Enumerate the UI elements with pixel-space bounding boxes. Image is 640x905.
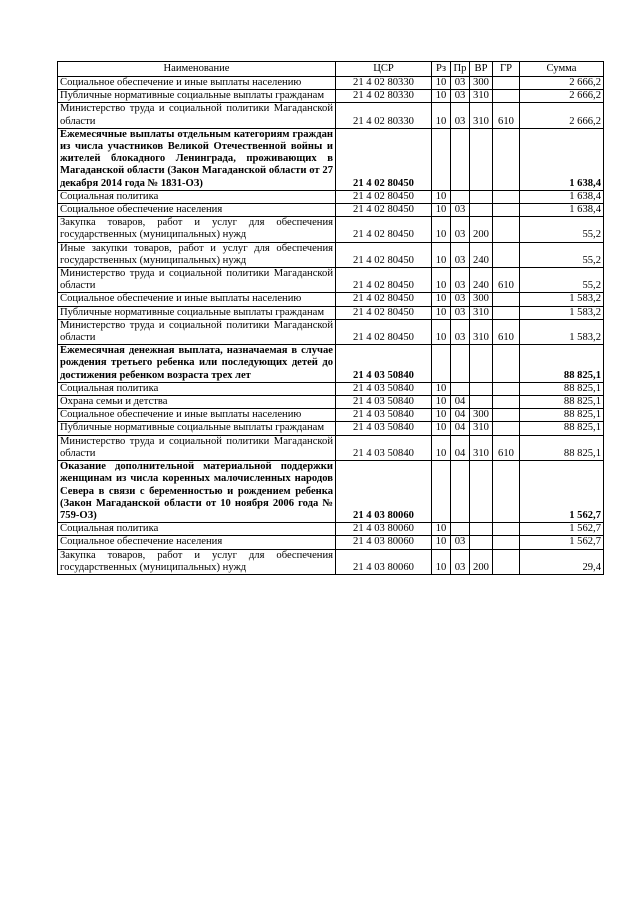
cell-sum: 88 825,1 (520, 396, 604, 409)
cell-sum: 1 562,7 (520, 523, 604, 536)
cell-pr: 03 (451, 103, 470, 128)
cell-name: Министерство труда и социальной политики Магаданской области (58, 319, 336, 344)
cell-gr (493, 90, 520, 103)
cell-rz: 10 (432, 306, 451, 319)
cell-gr (493, 293, 520, 306)
header-gr: ГР (493, 62, 520, 77)
cell-csr: 21 4 02 80450 (336, 242, 432, 267)
cell-pr: 04 (451, 396, 470, 409)
cell-sum: 1 638,4 (520, 204, 604, 217)
cell-rz: 10 (432, 523, 451, 536)
cell-sum: 88 825,1 (520, 422, 604, 435)
cell-csr: 21 4 02 80450 (336, 319, 432, 344)
cell-gr (493, 461, 520, 523)
cell-vr: 200 (470, 217, 493, 242)
cell-name: Иные закупки товаров, работ и услуг для обеспечения государственных (муниципальных) нужд (58, 242, 336, 267)
cell-csr: 21 4 03 50840 (336, 396, 432, 409)
cell-pr: 04 (451, 422, 470, 435)
cell-pr: 03 (451, 268, 470, 293)
header-rz: Рз (432, 62, 451, 77)
cell-vr: 240 (470, 268, 493, 293)
cell-vr (470, 536, 493, 549)
cell-rz: 10 (432, 242, 451, 267)
header-sum: Сумма (520, 62, 604, 77)
table-row (58, 382, 604, 395)
cell-csr: 21 4 03 80060 (336, 523, 432, 536)
cell-rz: 10 (432, 190, 451, 203)
table-row (58, 190, 604, 203)
cell-csr: 21 4 03 50840 (336, 382, 432, 395)
cell-name: Социальная политика (58, 190, 336, 203)
cell-sum: 2 666,2 (520, 90, 604, 103)
cell-csr: 21 4 02 80450 (336, 217, 432, 242)
cell-pr: 04 (451, 435, 470, 460)
cell-rz: 10 (432, 536, 451, 549)
header-vr: ВР (470, 62, 493, 77)
cell-gr (493, 204, 520, 217)
cell-name: Социальное обеспечение и иные выплаты населению (58, 293, 336, 306)
cell-sum: 2 666,2 (520, 77, 604, 90)
cell-gr (493, 128, 520, 190)
cell-pr: 03 (451, 217, 470, 242)
table-body (58, 77, 604, 575)
table-row (58, 536, 604, 549)
cell-name: Закупка товаров, работ и услуг для обеспечения государственных (муниципальных) нужд (58, 549, 336, 574)
cell-vr: 310 (470, 435, 493, 460)
cell-gr (493, 523, 520, 536)
table-row (58, 345, 604, 383)
cell-pr (451, 128, 470, 190)
cell-pr: 03 (451, 242, 470, 267)
table-row (58, 409, 604, 422)
cell-rz: 10 (432, 204, 451, 217)
cell-name: Социальное обеспечение населения (58, 204, 336, 217)
table-row (58, 523, 604, 536)
cell-vr (470, 461, 493, 523)
header-pr: Пр (451, 62, 470, 77)
table-row (58, 204, 604, 217)
cell-csr: 21 4 02 80450 (336, 293, 432, 306)
cell-name: Оказание дополнительной материальной поддержки женщинам из числа коренных малочисленных народов Севера в связи с беременностью и рождением ребенка (Закон Магаданской области от 10 ноября 2006 года № 759-ОЗ) (58, 461, 336, 523)
cell-sum: 88 825,1 (520, 435, 604, 460)
cell-csr: 21 4 03 50840 (336, 435, 432, 460)
cell-gr (493, 382, 520, 395)
cell-csr: 21 4 02 80330 (336, 90, 432, 103)
cell-pr: 03 (451, 319, 470, 344)
cell-rz: 10 (432, 435, 451, 460)
cell-pr (451, 190, 470, 203)
cell-csr: 21 4 03 50840 (336, 409, 432, 422)
cell-name: Ежемесячные выплаты отдельным категориям граждан из числа участников Великой Отечественной войны и жителей блокадного Ленинграда, проживающих в Магаданской области (Закон Магаданской области от 27 декабря 2014 года № 1831-ОЗ) (58, 128, 336, 190)
cell-rz: 10 (432, 90, 451, 103)
table-row (58, 306, 604, 319)
cell-name: Социальное обеспечение и иные выплаты населению (58, 77, 336, 90)
cell-pr (451, 345, 470, 383)
cell-sum: 88 825,1 (520, 409, 604, 422)
cell-rz: 10 (432, 103, 451, 128)
cell-gr: 610 (493, 268, 520, 293)
cell-gr (493, 536, 520, 549)
cell-csr: 21 4 02 80450 (336, 204, 432, 217)
cell-vr (470, 345, 493, 383)
cell-name: Министерство труда и социальной политики Магаданской области (58, 435, 336, 460)
cell-name: Министерство труда и социальной политики Магаданской области (58, 268, 336, 293)
cell-rz: 10 (432, 217, 451, 242)
cell-gr (493, 345, 520, 383)
cell-pr (451, 523, 470, 536)
cell-sum: 55,2 (520, 217, 604, 242)
cell-vr: 310 (470, 422, 493, 435)
cell-name: Публичные нормативные социальные выплаты гражданам (58, 90, 336, 103)
cell-csr: 21 4 03 50840 (336, 422, 432, 435)
table-row (58, 242, 604, 267)
cell-gr: 610 (493, 435, 520, 460)
cell-sum: 1 562,7 (520, 536, 604, 549)
cell-sum: 1 583,2 (520, 319, 604, 344)
table-row (58, 461, 604, 523)
cell-name: Социальное обеспечение и иные выплаты населению (58, 409, 336, 422)
cell-csr: 21 4 02 80450 (336, 268, 432, 293)
cell-name: Социальное обеспечение населения (58, 536, 336, 549)
header-csr: ЦСР (336, 62, 432, 77)
cell-pr: 04 (451, 409, 470, 422)
cell-csr: 21 4 02 80330 (336, 77, 432, 90)
cell-sum: 29,4 (520, 549, 604, 574)
table-row (58, 293, 604, 306)
cell-rz: 10 (432, 382, 451, 395)
cell-pr: 03 (451, 293, 470, 306)
cell-name: Публичные нормативные социальные выплаты гражданам (58, 422, 336, 435)
cell-rz: 10 (432, 396, 451, 409)
cell-sum: 1 583,2 (520, 293, 604, 306)
cell-vr: 200 (470, 549, 493, 574)
cell-name: Закупка товаров, работ и услуг для обеспечения государственных (муниципальных) нужд (58, 217, 336, 242)
cell-pr (451, 382, 470, 395)
budget-table-page (57, 61, 604, 575)
cell-rz: 10 (432, 77, 451, 90)
cell-sum: 1 638,4 (520, 128, 604, 190)
cell-rz: 10 (432, 319, 451, 344)
cell-gr (493, 549, 520, 574)
table-row (58, 217, 604, 242)
cell-pr (451, 461, 470, 523)
cell-gr: 610 (493, 103, 520, 128)
cell-pr: 03 (451, 306, 470, 319)
cell-rz: 10 (432, 422, 451, 435)
cell-rz: 10 (432, 293, 451, 306)
cell-gr (493, 409, 520, 422)
table-row (58, 90, 604, 103)
cell-csr: 21 4 02 80450 (336, 306, 432, 319)
cell-csr: 21 4 03 80060 (336, 536, 432, 549)
cell-pr: 03 (451, 77, 470, 90)
budget-table (57, 61, 604, 575)
cell-vr: 240 (470, 242, 493, 267)
cell-csr: 21 4 03 80060 (336, 549, 432, 574)
cell-vr (470, 396, 493, 409)
cell-gr: 610 (493, 319, 520, 344)
table-row (58, 77, 604, 90)
table-row (58, 319, 604, 344)
cell-pr: 03 (451, 536, 470, 549)
cell-gr (493, 306, 520, 319)
cell-pr: 03 (451, 204, 470, 217)
header-name: Наименование (58, 62, 336, 77)
cell-rz: 10 (432, 549, 451, 574)
table-row (58, 435, 604, 460)
cell-vr (470, 190, 493, 203)
cell-vr (470, 128, 493, 190)
cell-csr: 21 4 02 80330 (336, 103, 432, 128)
cell-vr (470, 523, 493, 536)
table-row (58, 268, 604, 293)
cell-csr: 21 4 02 80450 (336, 190, 432, 203)
cell-rz (432, 345, 451, 383)
cell-name: Публичные нормативные социальные выплаты гражданам (58, 306, 336, 319)
cell-pr: 03 (451, 549, 470, 574)
cell-vr: 310 (470, 90, 493, 103)
cell-gr (493, 422, 520, 435)
table-row (58, 396, 604, 409)
cell-vr (470, 204, 493, 217)
cell-vr: 300 (470, 293, 493, 306)
cell-sum: 88 825,1 (520, 382, 604, 395)
cell-sum: 1 562,7 (520, 461, 604, 523)
cell-vr: 310 (470, 306, 493, 319)
cell-sum: 55,2 (520, 268, 604, 293)
cell-gr (493, 242, 520, 267)
cell-csr: 21 4 02 80450 (336, 128, 432, 190)
cell-gr (493, 217, 520, 242)
cell-name: Охрана семьи и детства (58, 396, 336, 409)
cell-rz: 10 (432, 409, 451, 422)
cell-csr: 21 4 03 80060 (336, 461, 432, 523)
cell-sum: 2 666,2 (520, 103, 604, 128)
table-row (58, 103, 604, 128)
cell-name: Социальная политика (58, 523, 336, 536)
cell-sum: 1 583,2 (520, 306, 604, 319)
cell-rz (432, 461, 451, 523)
table-row (58, 549, 604, 574)
cell-name: Социальная политика (58, 382, 336, 395)
cell-csr: 21 4 03 50840 (336, 345, 432, 383)
cell-sum: 88 825,1 (520, 345, 604, 383)
cell-vr: 310 (470, 103, 493, 128)
cell-name: Министерство труда и социальной политики Магаданской области (58, 103, 336, 128)
cell-gr (493, 396, 520, 409)
cell-vr: 300 (470, 77, 493, 90)
cell-pr: 03 (451, 90, 470, 103)
cell-gr (493, 190, 520, 203)
table-row (58, 422, 604, 435)
table-row (58, 128, 604, 190)
cell-name: Ежемесячная денежная выплата, назначаемая в случае рождения третьего ребенка или последующих детей до достижения ребенком возраста трех лет (58, 345, 336, 383)
cell-gr (493, 77, 520, 90)
cell-vr: 310 (470, 319, 493, 344)
cell-rz: 10 (432, 268, 451, 293)
cell-sum: 1 638,4 (520, 190, 604, 203)
cell-vr: 300 (470, 409, 493, 422)
cell-vr (470, 382, 493, 395)
cell-sum: 55,2 (520, 242, 604, 267)
table-header-row (58, 62, 604, 77)
cell-rz (432, 128, 451, 190)
